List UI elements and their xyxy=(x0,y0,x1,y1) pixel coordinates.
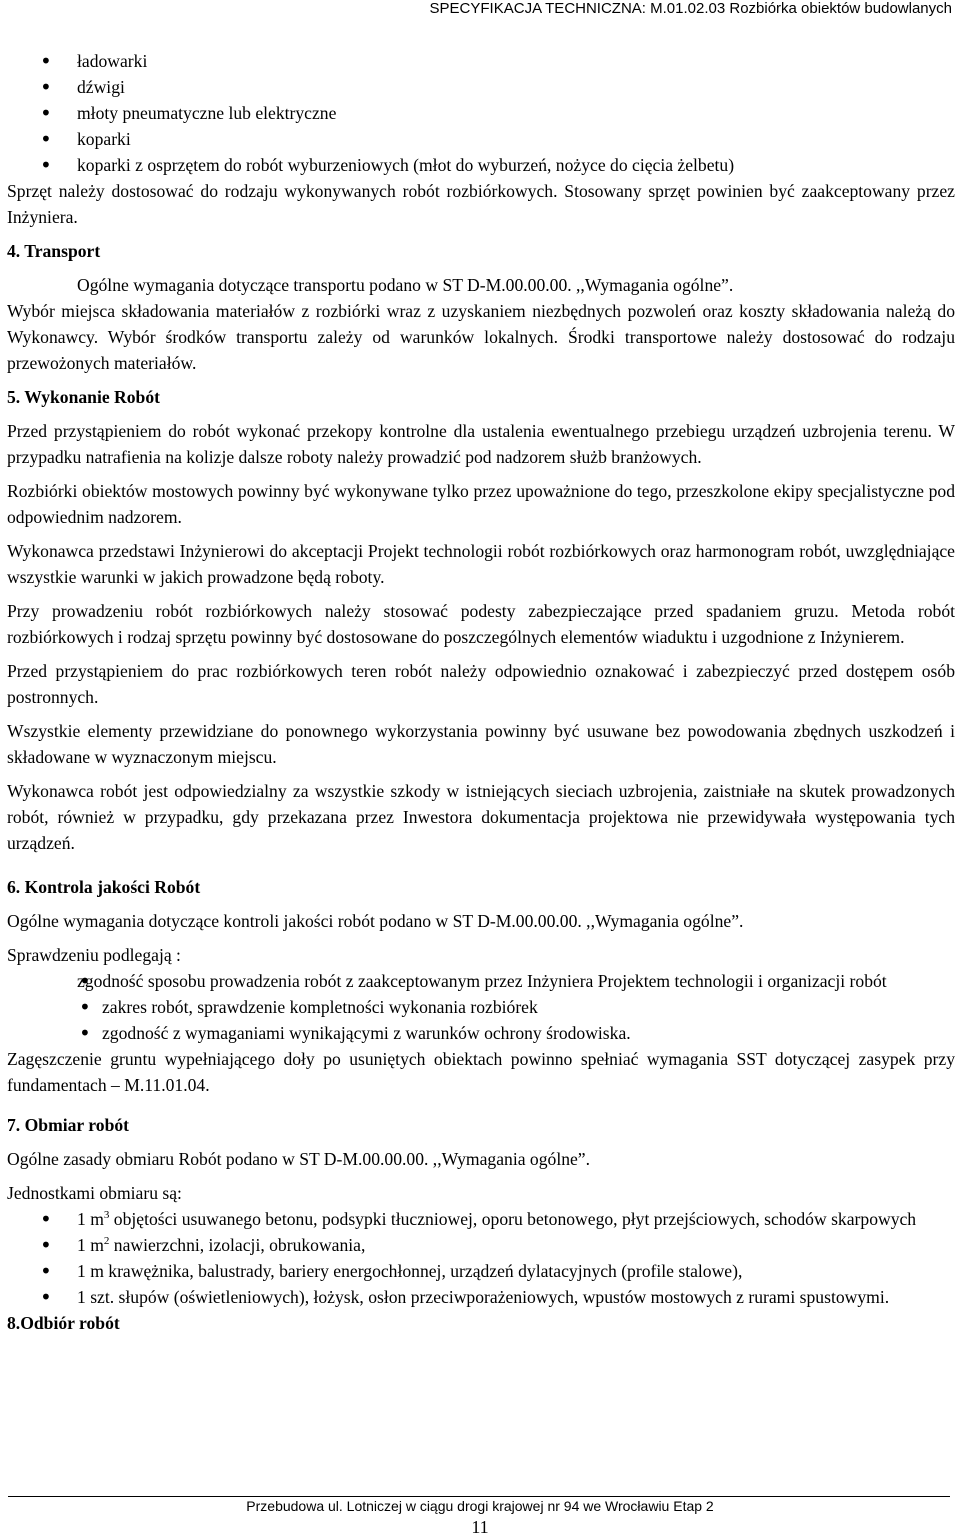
page-header: SPECYFIKACJA TECHNICZNA: M.01.02.03 Rozbiórka obiektów budowlanych xyxy=(429,0,952,17)
quality-subject-intro: Sprawdzeniu podlegają : xyxy=(7,945,181,965)
list-item: • zakres robót, sprawdzenie kompletności wykonania rozbiórek xyxy=(7,994,955,1020)
paragraph: Wykonawca przedstawi Inżynierowi do akceptacji Projekt technologii robót rozbiórkowych oraz harmonogram robót, uwzględniające wszystkie warunki w jakich prowadzone będą roboty. xyxy=(7,541,955,587)
paragraph: Przed przystąpieniem do robót wykonać przekopy kontrolne dla ustalenia ewentualnego przebiegu urządzeń uzbrojenia terenu. W przypadku natrafienia na kolizje dalsze roboty należy prowadzić pod nadzorem służb branżowych. xyxy=(7,421,955,467)
paragraph: Przy prowadzeniu robót rozbiórkowych należy stosować podesty zabezpieczające przed spadaniem gruzu. Metoda robót rozbiórkowych i rodzaj sprzętu powinny być dostosowane do poszczególnych elementów wiaduktu i uzgodnione z Inżynierem. xyxy=(7,601,955,647)
compaction-note: Zagęszczenie gruntu wypełniającego doły po usuniętych obiektach powinno spełniać wymagania SST dotyczącej zasypek przy fundamentach – M.11.01.04. xyxy=(7,1049,955,1095)
section-heading-quality: 6. Kontrola jakości Robót xyxy=(7,877,201,897)
page-footer: Przebudowa ul. Lotniczej w ciągu drogi krajowej nr 94 we Wrocławiu Etap 2 xyxy=(246,1498,714,1514)
list-item: • ładowarki xyxy=(7,48,955,74)
unit-text: objętości usuwanego betonu, podsypki tłuczniowej, oporu betonowego, płyt przejściowych, schodów skarpowych xyxy=(109,1209,917,1229)
paragraph: Wszystkie elementy przewidziane do ponownego wykorzystania powinny być usuwane bez powodowania zbędnych uszkodzeń i składowane w wyznaczonym miejscu. xyxy=(7,721,955,767)
unit-exponent: 2 xyxy=(103,1235,110,1248)
list-item: • zgodność sposobu prowadzenia robót z zaakceptowanym przez Inżyniera Projektem technologii i organizacji robót xyxy=(77,968,955,994)
section-heading-acceptance: 8.Odbiór robót xyxy=(7,1313,120,1333)
paragraph: Rozbiórki obiektów mostowych powinny być wykonywane tylko przez upoważnione do tego, przeszkolone ekipy specjalistyczne pod odpowiednim nadzorem. xyxy=(7,481,955,527)
list-item: • młoty pneumatyczne lub elektryczne xyxy=(7,100,955,126)
list-item: • dźwigi xyxy=(7,74,955,100)
unit-text: 1 m krawężnika, balustrady, bariery energochłonnej, urządzeń dylatacyjnych (profile stalowe), xyxy=(77,1261,743,1281)
transport-general: Ogólne wymagania dotyczące transportu podano w ST D-M.00.00.00. ,,Wymagania ogólne”. xyxy=(77,275,734,295)
unit-text: nawierzchni, izolacji, obrukowania, xyxy=(109,1235,366,1255)
equipment-note: Sprzęt należy dostosować do rodzaju wykonywanych robót rozbiórkowych. Stosowany sprzęt powinien być zaakceptowany przez Inżyniera. xyxy=(7,181,955,227)
list-item: • zgodność z wymaganiami wynikającymi z warunków ochrony środowiska. xyxy=(7,1020,955,1046)
paragraph: Wykonawca robót jest odpowiedzialny za wszystkie szkody w istniejących sieciach uzbrojenia, zaistniałe na skutek prowadzonych robót, również w przypadku, gdy przekazana przez Inwestora dokumentacja projektowa nie przewidywała występowania tych urządzeń. xyxy=(7,781,955,853)
quality-general: Ogólne wymagania dotyczące kontroli jakości robót podano w ST D-M.00.00.00. ,,Wymagania ogólne”. xyxy=(7,911,744,931)
paragraph: Przed przystąpieniem do prac rozbiórkowych teren robót należy odpowiednio oznakować i zabezpieczyć przed dostępem osób postronnych. xyxy=(7,661,955,707)
section-heading-transport: 4. Transport xyxy=(7,241,101,261)
list-item: • koparki xyxy=(7,126,955,152)
list-item: • koparki z osprzętem do robót wyburzeniowych (młot do wyburzeń, nożyce do cięcia żelbetu) xyxy=(7,152,955,178)
unit-text: 1 szt. słupów (oświetleniowych), łożysk, osłon przeciwporażeniowych, wpustów mostowych z rurami spustowymi. xyxy=(77,1287,890,1307)
unit-text: 1 m xyxy=(77,1235,104,1255)
section-heading-execution: 5. Wykonanie Robót xyxy=(7,387,160,407)
measurement-general: Ogólne zasady obmiaru Robót podano w ST D-M.00.00.00. ,,Wymagania ogólne”. xyxy=(7,1149,591,1169)
section-heading-measurement: 7. Obmiar robót xyxy=(7,1115,130,1135)
page-number: 11 xyxy=(471,1517,489,1537)
unit-exponent: 3 xyxy=(103,1209,110,1222)
list-item xyxy=(7,1258,955,1284)
equipment-list xyxy=(7,48,955,178)
list-item xyxy=(7,1232,955,1258)
quality-check-list xyxy=(7,968,955,1046)
unit-text: 1 m xyxy=(77,1209,104,1229)
measurement-units-intro: Jednostkami obmiaru są: xyxy=(7,1183,182,1203)
list-item xyxy=(7,1284,955,1310)
transport-body: Wybór miejsca składowania materiałów z rozbiórki wraz z uzyskaniem niezbędnych pozwoleń oraz koszty składowania należą do Wykonawcy. Wybór środków transportu zależy od warunków lokalnych. Środki transportowe należy dostosować do rodzaju przewożonych materiałów. xyxy=(7,301,955,373)
list-item xyxy=(7,1206,955,1232)
measurement-unit-list xyxy=(7,1206,955,1310)
document-body xyxy=(7,48,955,1344)
